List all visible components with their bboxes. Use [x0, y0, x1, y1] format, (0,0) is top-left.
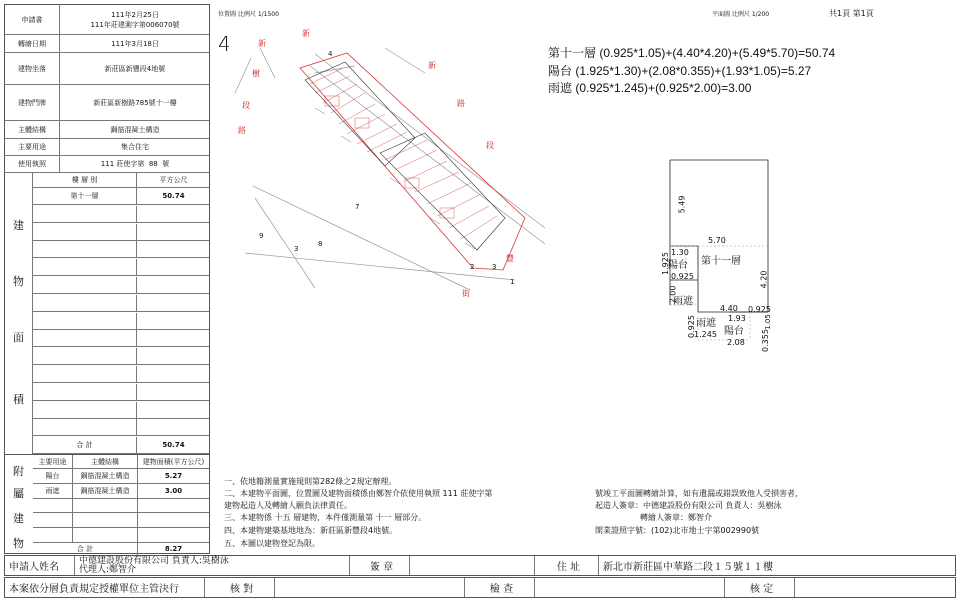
note-right-3: 轉繪人簽章：鄭智介 [640, 513, 712, 522]
area-row [33, 402, 209, 419]
building-info-table [4, 4, 210, 554]
area-total-row: 合 計 50.74 [33, 437, 209, 454]
area-header: 樓 層 別 平方公尺 [33, 173, 209, 188]
formula-floor11: 第十一層 (0.925*1.05)+(4.40*4.20)+(5.49*5.70)=50.74 [548, 46, 836, 60]
room-balcony2: 陽台 [724, 326, 744, 337]
room-floor11: 第十一層 [701, 256, 741, 267]
note-3: 三、本建物係 十五 層建物，本件僅測量第 十一 層部分。 [224, 513, 427, 522]
note-right-1: 號竣工平面圖轉繪計算，如有遺漏或錯誤致他人受損害者， [595, 489, 803, 498]
attached-cell [138, 499, 209, 514]
area-row [33, 313, 209, 330]
attached-cell: 3.00 [138, 484, 209, 499]
site-plan-drawing [215, 18, 555, 293]
area-row [33, 277, 209, 294]
attached-vertical-1: 屬 [13, 487, 24, 500]
formula-balcony: 陽台 (1.925*1.30)+(2.08*0.355)+(1.93*1.05)=5.27 [548, 64, 812, 78]
note-5: 五、本圖以建物登記為限。 [224, 539, 320, 548]
room-canopy1: 雨遮 [673, 296, 693, 307]
area-row: 第十一層 50.74 [33, 188, 209, 205]
usage-row [5, 139, 209, 156]
door-value: 新莊區新樹路785號十一樓 [93, 98, 177, 107]
area-row [33, 419, 209, 436]
area-row [33, 348, 209, 365]
attached-cell [33, 513, 73, 528]
attached-cell: 陽台 [33, 469, 73, 484]
area-row [33, 241, 209, 258]
attached-total-value: 8.27 [164, 545, 183, 553]
transfer-date-row [5, 35, 209, 53]
attached-cell [138, 528, 209, 543]
applicant-label: 申請書 [5, 5, 60, 34]
attached-cell: 鋼筋混凝土構造 [73, 484, 138, 499]
attached-cell [33, 528, 73, 543]
attached-vertical-2: 建 [13, 512, 24, 525]
area-row [33, 330, 209, 347]
room-canopy2: 雨遮 [696, 318, 716, 329]
attached-total-label: 合 計 [33, 543, 138, 555]
structure-label: 主體結構 [5, 121, 60, 138]
area-row [33, 259, 209, 276]
attached-cell: 鋼筋混凝土構造 [73, 469, 138, 484]
area-vertical-2: 面 [13, 331, 24, 344]
attached-cell: 雨遮 [33, 484, 73, 499]
attached-cell [73, 513, 138, 528]
note-2b: 建物起造人及轉繪人願負法律責任。 [224, 501, 352, 510]
north-mark: 4 [218, 32, 231, 56]
door-row [5, 85, 209, 121]
license-label: 使用執照 [5, 156, 60, 172]
formula-canopy: 雨遮 (0.925*1.245)+(0.925*2.00)=3.00 [548, 81, 752, 95]
license-value: 111 莊使字第 88 號 [100, 160, 170, 168]
area-vertical-3: 積 [13, 393, 24, 406]
note-4: 四、本建物建築基地地為：新莊區新豐段4地號。 [224, 526, 398, 535]
area-vertical-0: 建 [13, 219, 24, 232]
note-2: 二、本建物平面圖，位置圖及建物面積係由鄭智介依使用執照 111 莊使字第 [224, 489, 493, 498]
attached-cell [33, 499, 73, 514]
note-1: 一、依地籍測量實施規則第282條之2規定辦理。 [224, 477, 397, 486]
transfer-date-value: 111年3月18日 [111, 39, 159, 48]
attached-cell [73, 528, 138, 543]
attached-cell: 5.27 [138, 469, 209, 484]
approval-bottom-row: 本案依分層負責規定授權單位主管決行 核 對 檢 查 核 定 [4, 577, 956, 598]
room-balcony1: 陽台 [668, 260, 688, 271]
usage-value: 集合住宅 [121, 143, 149, 151]
area-row [33, 206, 209, 223]
area-row [33, 224, 209, 241]
area-row [33, 366, 209, 383]
usage-label: 主要用途 [5, 139, 60, 155]
structure-row [5, 121, 209, 139]
area-row [33, 384, 209, 401]
location-label: 建物坐落 [5, 53, 60, 84]
applicant-value: 111年2月25日 111年莊建測字第006070號 [90, 10, 180, 29]
attached-table: 主要用途 主體結構 建物面積(平方公尺) 陽台 鋼筋混凝土構造 5.27 雨遮 鋼筋混凝土構造 3.00 合 計 8.27 [33, 455, 209, 555]
note-right-4: 開業證照字號：(102)北市地士字第002990號 [595, 526, 760, 535]
floor-plan-header: 平面圖 比例尺 1/200 [712, 11, 770, 18]
attached-vertical-3: 物 [13, 537, 24, 550]
note-right-2: 起造人簽章：中德建設股份有限公司 負責人：吳樹泳 [595, 501, 782, 510]
license-row [5, 156, 209, 173]
location-row [5, 53, 209, 85]
attached-cell [138, 513, 209, 528]
page-info: 共1頁 第1頁 [829, 9, 874, 18]
attached-cell [73, 499, 138, 514]
location-value: 新莊區新豐段4地號 [104, 64, 166, 73]
site-plan-header: 位置圖 比例尺 1/1500 [218, 11, 279, 18]
area-vertical-1: 物 [13, 275, 24, 288]
applicant-bottom-row: 申請人姓名 中德建設股份有限公司 負責人:吳樹泳 代理人:鄭智介 簽 章 住 址 新北市新莊區中華路二段１５號１１樓 [4, 555, 956, 576]
structure-value: 鋼筋混凝土構造 [110, 125, 160, 134]
applicant-row [5, 5, 209, 35]
attached-vertical-0: 附 [13, 465, 24, 478]
area-row [33, 295, 209, 312]
transfer-date-label: 轉繪日期 [5, 35, 60, 52]
door-label: 建物門牌 [5, 85, 60, 120]
